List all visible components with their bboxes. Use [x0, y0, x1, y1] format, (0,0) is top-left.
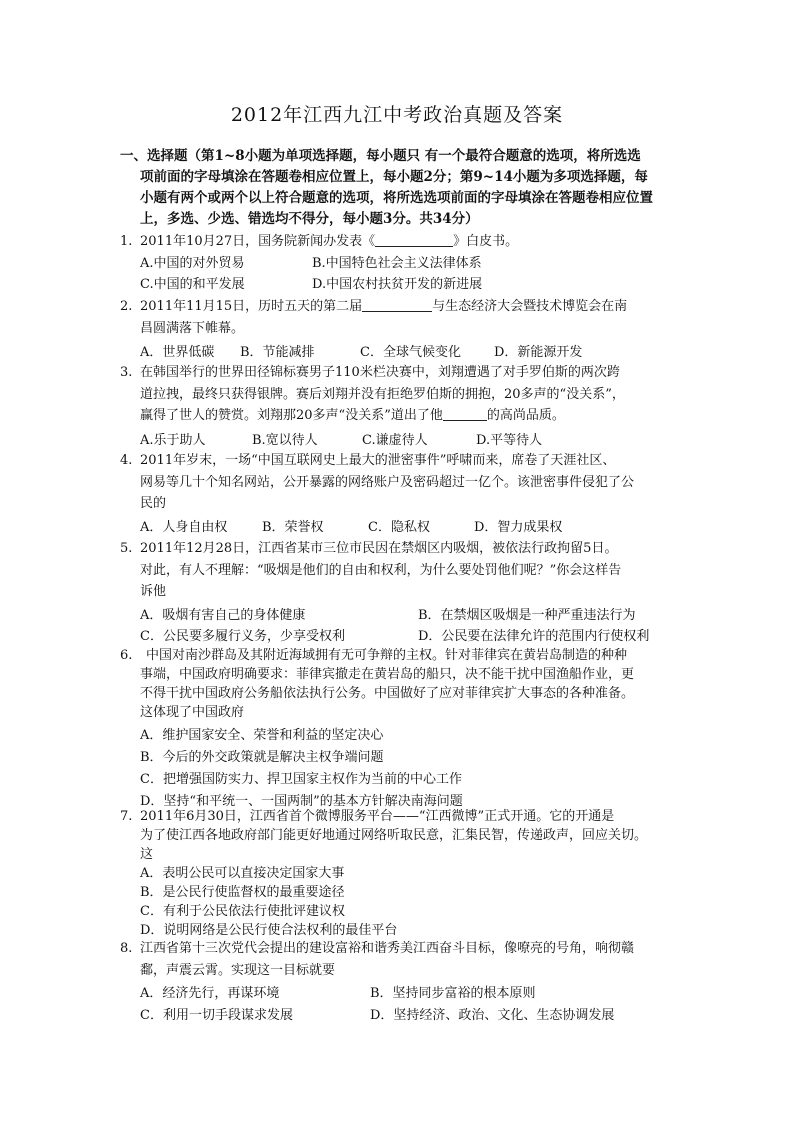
question-stem: 》白皮书。 — [453, 234, 519, 249]
question-stem: 中国对南沙群岛及其附近海域拥有无可争辩的主权。针对菲律宾在黄岩岛制造的种种 — [146, 648, 628, 663]
option-b: B.宽以待人 — [252, 432, 318, 448]
section-heading-line: 项前面的字母填涂在答题卷相应位置上，每小题2分；第9~14小题为多项选择题，每 — [140, 169, 648, 185]
option-b: B．今后的外交政策就是解决主权争端问题 — [140, 750, 384, 765]
section-heading-line: 一、选择题（第1~8小题为单项选择题，每小题只 有一个最符合题意的选项，将所选选 — [120, 148, 641, 164]
option-b: B．在禁烟区吸烟是一种严重违法行为 — [418, 607, 636, 623]
option-c: C．利用一切手段谋求发展 — [140, 1007, 293, 1023]
option-c: C．隐私权 — [368, 519, 430, 535]
question-stem: 事端，中国政府明确要求：菲律宾撤走在黄岩岛的船只，决不能干扰中国渔船作业，更 — [140, 667, 635, 682]
question-stem: 诉他 — [140, 584, 167, 599]
option-b: B.中国特色社会主义法律体系 — [312, 255, 482, 271]
question-2 — [120, 296, 680, 364]
option-a: A．维护国家安全、荣誉和利益的坚定决心 — [140, 728, 384, 743]
question-number: 5. — [120, 541, 133, 556]
question-stem: 道拉拽，最终只获得银牌。赛后刘翔并没有拒绝罗伯斯的拥抱，20多声的“没关系”， — [140, 386, 625, 402]
option-a: A．人身自由权 — [140, 519, 228, 535]
option-c: C．有利于公民依法行使批评建议权 — [140, 904, 345, 919]
option-d: D．说明网络是公民行使合法权利的最佳平台 — [140, 923, 398, 938]
option-a: A．经济先行，再谋环境 — [140, 986, 280, 1001]
option-b: B．节能减排 — [240, 345, 315, 360]
option-b: B．坚持同步富裕的根本原则 — [370, 986, 536, 1001]
question-stem: 2011年11月15日，历时五天的第二届 — [140, 299, 363, 314]
question-stem: 与生态经济大会暨技术博览会在南 — [432, 299, 628, 314]
question-stem: 昌圆满落下帷幕。 — [140, 320, 245, 336]
option-c: C.中国的和平发展 — [140, 277, 245, 292]
option-d: D．坚持“和平统一、一国两制”的基本方针解决南海问题 — [140, 794, 463, 809]
option-c: C．把增强国防实力、捍卫国家主权作为当前的中心工作 — [140, 772, 462, 787]
question-number: 6. — [120, 648, 133, 663]
question-6 — [120, 646, 680, 813]
option-d: D．坚持经济、政治、文化、生态协调发展 — [370, 1007, 615, 1023]
question-stem: 这体现了中国政府 — [140, 705, 245, 720]
option-a: A．表明公民可以直接决定国家大事 — [140, 866, 345, 881]
option-b: B．是公民行使监督权的最重要途径 — [140, 885, 345, 900]
question-number: 4. — [120, 453, 133, 468]
option-c: C．全球气候变化 — [360, 345, 461, 360]
option-b: B．荣誉权 — [262, 519, 324, 535]
question-number: 7. — [120, 809, 133, 824]
question-stem: 的高尚品质。 — [486, 408, 565, 423]
question-7 — [120, 807, 680, 940]
question-4 — [120, 450, 680, 538]
question-1 — [120, 231, 680, 296]
question-number: 1. — [120, 234, 133, 249]
option-a: A.中国的对外贸易 — [140, 255, 245, 271]
question-stem: 民的 — [140, 496, 167, 511]
question-number: 3. — [120, 365, 133, 380]
question-number: 2. — [120, 299, 133, 314]
option-d: D．智力成果权 — [474, 519, 563, 535]
question-stem: 不得干扰中国政府公务船依法执行公务。中国做好了应对菲律宾扩大事态的各种准备。 — [140, 686, 635, 701]
option-a: A.乐于助人 — [140, 432, 206, 448]
question-stem: 赢得了世人的赞赏。刘翔那20多声“没关系”道出了他 — [140, 408, 443, 423]
option-d: D．公民要在法律允许的范围内行使权利 — [418, 629, 650, 644]
option-a: A．世界低碳 — [140, 345, 215, 360]
option-a: A．吸烟有害自己的身体健康 — [140, 607, 306, 623]
question-stem: 在韩国举行的世界田径锦标赛男子110米栏决赛中，刘翔遭遇了对手罗伯斯的两次跨 — [140, 365, 620, 380]
question-8 — [120, 938, 680, 1026]
page-title: 2012年江西九江中考政治真题及答案 — [230, 104, 564, 126]
question-stem: 2011年10月27日，国务院新闻办发表《 — [140, 234, 376, 249]
option-d: D.平等待人 — [476, 432, 543, 448]
answer-blank — [375, 233, 453, 247]
question-stem: 这 — [140, 847, 154, 862]
question-3 — [120, 362, 680, 451]
answer-blank — [362, 298, 432, 312]
section-heading — [120, 146, 680, 230]
question-stem: 对此，有人不理解：“吸烟是他们的自由和权利，为什么要处罚他们呢？”你会这样告 — [140, 562, 622, 578]
option-c: C.谦虚待人 — [362, 432, 428, 448]
answer-blank — [443, 407, 487, 421]
section-heading-line: 小题有两个或两个以上符合题意的选项，将所选选项前面的字母填涂在答题卷相应位置 — [140, 190, 653, 206]
question-stem: 2011年6月30日，江西省首个微博服务平台——“江西微博”正式开通。它的开通是 — [140, 809, 615, 824]
question-number: 8. — [120, 941, 133, 956]
question-5 — [120, 538, 680, 648]
option-d: D.中国农村扶贫开发的新进展 — [312, 277, 483, 292]
option-d: D．新能源开发 — [494, 345, 583, 360]
question-stem: 江西省第十三次党代会提出的建设富裕和谐秀美江西奋斗目标，像嘹亮的号角，响彻赣 — [140, 941, 635, 956]
question-stem: 鄱，声震云霄。实现这一目标就要 — [140, 962, 336, 978]
section-heading-line: 上，多选、少选、错选均不得分，每小题3分。共34分） — [140, 211, 479, 227]
question-stem: 网易等几十个知名网站，公开暴露的网络账户及密码超过一亿个。该泄密事件侵犯了公 — [140, 474, 635, 490]
question-stem: 为了使江西各地政府部门能更好地通过网络听取民意，汇集民智，传递政声，回应关切。 — [140, 828, 648, 843]
question-stem: 2011年12月28日，江西省某市三位市民因在禁烟区内吸烟，被依法行政拘留5日。 — [140, 541, 618, 556]
option-c: C．公民要多履行义务，少享受权利 — [140, 629, 345, 644]
question-stem: 2011年岁末，一场“中国互联网史上最大的泄密事件”呼啸而来，席卷了天涯社区、 — [140, 453, 616, 468]
